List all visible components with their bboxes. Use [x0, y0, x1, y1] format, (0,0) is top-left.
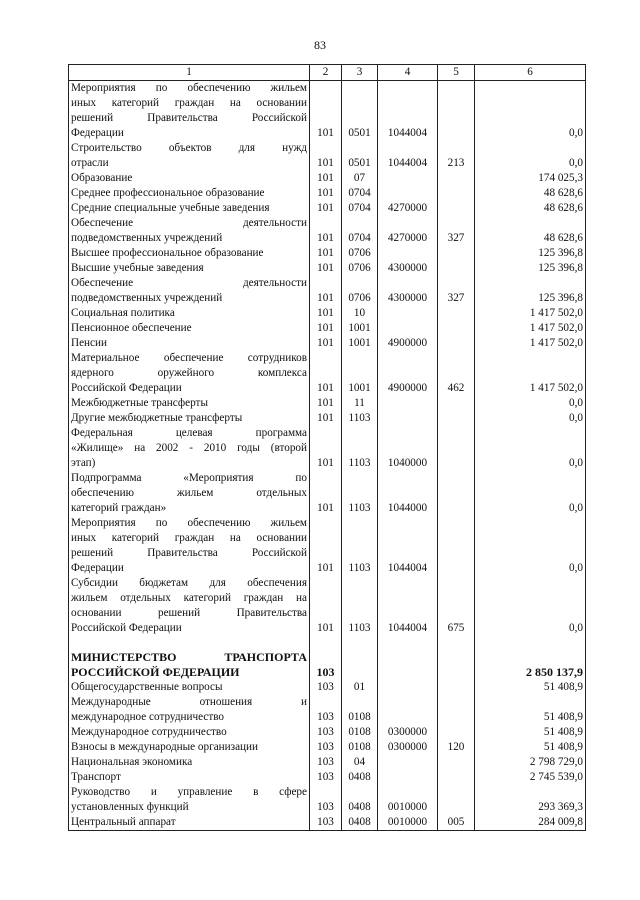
ministry-code-cell: 101: [310, 141, 342, 171]
section-code-cell: 10: [342, 306, 378, 321]
amount-cell: 0,0: [475, 411, 586, 426]
item-name-line: основании решений Правительства: [71, 607, 307, 619]
table-row: [69, 306, 586, 321]
amount-cell: 174 025,3: [475, 171, 586, 186]
item-name-line: Высшее профессиональное образование: [71, 247, 264, 259]
item-name-line: Федерации: [71, 127, 124, 139]
page-number: 83: [314, 38, 326, 52]
section-code-cell: 04: [342, 755, 378, 770]
section-code-cell: 1001: [342, 336, 378, 351]
amount-cell: 0,0: [475, 426, 586, 471]
table-row: [69, 680, 586, 695]
table-row: [69, 336, 586, 351]
budget-table: [68, 64, 586, 831]
ministry-code-cell: 101: [310, 516, 342, 576]
target-item-cell: [378, 171, 438, 186]
empty-cell: [475, 636, 586, 650]
item-name-line: Пенсии: [71, 337, 107, 349]
expense-type-cell: [438, 411, 475, 426]
ministry-code-cell: 101: [310, 426, 342, 471]
item-name-cell: [69, 770, 310, 785]
ministry-code-cell: 101: [310, 171, 342, 186]
item-name-line: иных категорий граждан на основании: [71, 97, 307, 109]
target-item-cell: 4300000: [378, 261, 438, 276]
item-name-line: Высшие учебные заведения: [71, 262, 204, 274]
table-row: [69, 770, 586, 785]
table-row: [69, 396, 586, 411]
target-item-cell: [378, 680, 438, 695]
expense-type-cell: [438, 785, 475, 815]
expense-type-cell: [438, 186, 475, 201]
empty-cell: [69, 636, 310, 650]
ministry-code-cell: 103: [310, 785, 342, 815]
ministry-code-cell: 101: [310, 336, 342, 351]
expense-type-cell: 327: [438, 276, 475, 306]
item-name-cell: [69, 186, 310, 201]
section-code-cell: 0501: [342, 81, 378, 142]
amount-cell: 0,0: [475, 576, 586, 636]
ministry-code-cell: 101: [310, 276, 342, 306]
table-row: [69, 141, 586, 171]
item-name-line: «Жилище» на 2002 - 2010 годы (второй: [71, 442, 307, 454]
header-cell: 1: [69, 65, 310, 81]
item-name-line: Взносы в международные организации: [71, 741, 258, 753]
item-name-cell: [69, 755, 310, 770]
target-item-cell: [378, 246, 438, 261]
amount-cell: 51 408,9: [475, 680, 586, 695]
ministry-code-cell: 101: [310, 216, 342, 246]
item-name-cell: [69, 576, 310, 636]
expense-type-cell: [438, 680, 475, 695]
item-name-line: Международные отношения и: [71, 696, 307, 708]
item-name-cell: [69, 261, 310, 276]
ministry-code-cell: 103: [310, 680, 342, 695]
amount-cell: 48 628,6: [475, 201, 586, 216]
item-name-line: установленных функций: [71, 801, 189, 813]
section-code-cell: 0108: [342, 740, 378, 755]
section-code-cell: 0706: [342, 261, 378, 276]
item-name-cell: [69, 351, 310, 396]
ministry-code-cell: 103: [310, 740, 342, 755]
expense-type-cell: [438, 650, 475, 680]
target-item-cell: 1044004: [378, 141, 438, 171]
expense-type-cell: [438, 770, 475, 785]
table-row: [69, 755, 586, 770]
expense-type-cell: [438, 516, 475, 576]
ministry-code-cell: 101: [310, 351, 342, 396]
ministry-code-cell: 101: [310, 81, 342, 142]
section-code-cell: 0706: [342, 246, 378, 261]
table-row: [69, 576, 586, 636]
target-item-cell: 4270000: [378, 216, 438, 246]
section-code-cell: 0408: [342, 815, 378, 831]
table-row: [69, 695, 586, 725]
item-name-line: этап): [71, 457, 96, 469]
empty-cell: [438, 636, 475, 650]
table-row: [69, 81, 586, 142]
expense-type-cell: 675: [438, 576, 475, 636]
item-name-line: Материальное обеспечение сотрудников: [71, 352, 307, 364]
table-row: [69, 725, 586, 740]
amount-cell: 51 408,9: [475, 740, 586, 755]
ministry-code-cell: 101: [310, 261, 342, 276]
item-name-line: Среднее профессиональное образование: [71, 187, 265, 199]
item-name-cell: [69, 201, 310, 216]
amount-cell: 125 396,8: [475, 276, 586, 306]
table-row: [69, 186, 586, 201]
amount-cell: 1 417 502,0: [475, 336, 586, 351]
section-code-cell: 01: [342, 680, 378, 695]
empty-cell: [342, 636, 378, 650]
item-name-cell: [69, 81, 310, 142]
item-name-line: Мероприятия по обеспечению жильем: [71, 82, 307, 94]
section-code-cell: 0704: [342, 201, 378, 216]
target-item-cell: [378, 186, 438, 201]
table-row: [69, 815, 586, 831]
expense-type-cell: [438, 396, 475, 411]
item-name-line: подведомственных учреждений: [71, 292, 223, 304]
target-item-cell: 0300000: [378, 740, 438, 755]
amount-cell: 2 745 539,0: [475, 770, 586, 785]
expense-type-cell: [438, 725, 475, 740]
amount-cell: 0,0: [475, 396, 586, 411]
section-code-cell: 0108: [342, 695, 378, 725]
expense-type-cell: 462: [438, 351, 475, 396]
item-name-cell: [69, 650, 310, 680]
ministry-code-cell: 101: [310, 396, 342, 411]
item-name-cell: [69, 306, 310, 321]
table-row: [69, 516, 586, 576]
section-code-cell: 1103: [342, 411, 378, 426]
item-name-line: Обеспечение деятельности: [71, 277, 307, 289]
item-name-line: Транспорт: [71, 771, 121, 783]
expense-type-cell: [438, 171, 475, 186]
ministry-code-cell: 103: [310, 650, 342, 680]
item-name-cell: [69, 321, 310, 336]
amount-cell: 284 009,8: [475, 815, 586, 831]
item-name-cell: [69, 680, 310, 695]
item-name-line: ядерного оружейного комплекса: [71, 367, 307, 379]
amount-cell: 125 396,8: [475, 261, 586, 276]
item-name-line: Общегосударственные вопросы: [71, 681, 223, 693]
item-name-cell: [69, 216, 310, 246]
table-row: [69, 201, 586, 216]
header-cell: 5: [438, 65, 475, 81]
section-code-cell: 0108: [342, 725, 378, 740]
header-cell: 3: [342, 65, 378, 81]
item-name-line: Субсидии бюджетам для обеспечения: [71, 577, 307, 589]
target-item-cell: 0300000: [378, 725, 438, 740]
ministry-code-cell: 101: [310, 411, 342, 426]
item-name-cell: [69, 411, 310, 426]
item-name-line: обеспечению жильем отдельных: [71, 487, 307, 499]
ministry-code-cell: 101: [310, 201, 342, 216]
item-name-cell: [69, 785, 310, 815]
item-name-line: Другие межбюджетные трансферты: [71, 412, 243, 424]
table-row: [69, 785, 586, 815]
section-code-cell: 0704: [342, 216, 378, 246]
expense-type-cell: 327: [438, 216, 475, 246]
amount-cell: 125 396,8: [475, 246, 586, 261]
item-name-line: Мероприятия по обеспечению жильем: [71, 517, 307, 529]
item-name-line: жильем отдельных категорий граждан на: [71, 592, 307, 604]
section-code-cell: 1103: [342, 576, 378, 636]
section-code-cell: 0408: [342, 770, 378, 785]
section-code-cell: 0706: [342, 276, 378, 306]
expense-type-cell: [438, 246, 475, 261]
item-name-cell: [69, 695, 310, 725]
table-row: [69, 261, 586, 276]
item-name-line: Строительство объектов для нужд: [71, 142, 307, 154]
expense-type-cell: [438, 261, 475, 276]
ministry-code-cell: 101: [310, 246, 342, 261]
table-row: [69, 426, 586, 471]
target-item-cell: 0010000: [378, 815, 438, 831]
target-item-cell: [378, 770, 438, 785]
expense-type-cell: [438, 201, 475, 216]
table-row: [69, 246, 586, 261]
ministry-code-cell: 103: [310, 725, 342, 740]
item-name-cell: [69, 740, 310, 755]
amount-cell: 0,0: [475, 516, 586, 576]
amount-cell: 293 369,3: [475, 785, 586, 815]
target-item-cell: 1044004: [378, 516, 438, 576]
section-code-cell: 1103: [342, 471, 378, 516]
amount-cell: 0,0: [475, 471, 586, 516]
ministry-code-cell: 103: [310, 815, 342, 831]
target-item-cell: 4300000: [378, 276, 438, 306]
expense-type-cell: [438, 426, 475, 471]
amount-cell: 0,0: [475, 81, 586, 142]
section-code-cell: 0408: [342, 785, 378, 815]
target-item-cell: 4270000: [378, 201, 438, 216]
section-code-cell: 0704: [342, 186, 378, 201]
empty-cell: [378, 636, 438, 650]
target-item-cell: 1044000: [378, 471, 438, 516]
section-code-cell: 1103: [342, 426, 378, 471]
ministry-code-cell: 101: [310, 321, 342, 336]
header-cell: 4: [378, 65, 438, 81]
item-name-cell: [69, 426, 310, 471]
item-name-cell: [69, 276, 310, 306]
amount-cell: 2 850 137,9: [475, 650, 586, 680]
ministry-code-cell: 101: [310, 306, 342, 321]
item-name-line: решений Правительства Российской: [71, 112, 307, 124]
section-code-cell: 1103: [342, 516, 378, 576]
section-code-cell: 07: [342, 171, 378, 186]
header-cell: 2: [310, 65, 342, 81]
item-name-line: РОССИЙСКОЙ ФЕДЕРАЦИИ: [71, 665, 240, 679]
section-code-cell: [342, 650, 378, 680]
item-name-cell: [69, 336, 310, 351]
expense-type-cell: [438, 695, 475, 725]
item-name-cell: [69, 246, 310, 261]
item-name-line: Обеспечение деятельности: [71, 217, 307, 229]
amount-cell: 1 417 502,0: [475, 306, 586, 321]
amount-cell: 48 628,6: [475, 216, 586, 246]
ministry-code-cell: 101: [310, 186, 342, 201]
item-name-cell: [69, 141, 310, 171]
table-row: [69, 276, 586, 306]
item-name-line: подведомственных учреждений: [71, 232, 223, 244]
item-name-cell: [69, 516, 310, 576]
item-name-line: отрасли: [71, 157, 109, 169]
table-row: [69, 216, 586, 246]
item-name-line: международное сотрудничество: [71, 711, 225, 723]
table-header-row: [69, 65, 586, 81]
expense-type-cell: [438, 336, 475, 351]
item-name-cell: [69, 396, 310, 411]
target-item-cell: [378, 396, 438, 411]
item-name-line: Российской Федерации: [71, 382, 182, 394]
ministry-code-cell: 101: [310, 471, 342, 516]
expense-type-cell: [438, 306, 475, 321]
item-name-line: Средние специальные учебные заведения: [71, 202, 270, 214]
item-name-line: Международное сотрудничество: [71, 726, 227, 738]
ministry-code-cell: 103: [310, 755, 342, 770]
item-name-line: Социальная политика: [71, 307, 175, 319]
amount-cell: 2 798 729,0: [475, 755, 586, 770]
item-name-line: Подпрограмма «Мероприятия по: [71, 472, 307, 484]
item-name-line: Межбюджетные трансферты: [71, 397, 208, 409]
table-row: [69, 650, 586, 680]
ministry-code-cell: 103: [310, 695, 342, 725]
expense-type-cell: [438, 755, 475, 770]
target-item-cell: [378, 695, 438, 725]
ministry-code-cell: 101: [310, 576, 342, 636]
item-name-cell: [69, 471, 310, 516]
header-cell: 6: [475, 65, 586, 81]
amount-cell: 1 417 502,0: [475, 351, 586, 396]
table-row: [69, 471, 586, 516]
expense-type-cell: 120: [438, 740, 475, 755]
table-row: [69, 351, 586, 396]
item-name-line: решений Правительства Российской: [71, 547, 307, 559]
item-name-line: Пенсионное обеспечение: [71, 322, 192, 334]
amount-cell: 0,0: [475, 141, 586, 171]
item-name-line: Образование: [71, 172, 133, 184]
item-name-line: иных категорий граждан на основании: [71, 532, 307, 544]
item-name-line: Центральный аппарат: [71, 816, 176, 828]
item-name-line: Руководство и управление в сфере: [71, 786, 307, 798]
table-row: [69, 171, 586, 186]
expense-type-cell: [438, 321, 475, 336]
target-item-cell: 4900000: [378, 351, 438, 396]
section-code-cell: 1001: [342, 351, 378, 396]
target-item-cell: 1044004: [378, 81, 438, 142]
item-name-cell: [69, 815, 310, 831]
expense-type-cell: [438, 471, 475, 516]
item-name-line: Национальная экономика: [71, 756, 193, 768]
item-name-cell: [69, 725, 310, 740]
section-code-cell: 11: [342, 396, 378, 411]
target-item-cell: 1040000: [378, 426, 438, 471]
item-name-line: Федерации: [71, 562, 124, 574]
spacer-row: [69, 636, 586, 650]
target-item-cell: [378, 306, 438, 321]
ministry-code-cell: 103: [310, 770, 342, 785]
amount-cell: 51 408,9: [475, 695, 586, 725]
item-name-line: категорий граждан»: [71, 502, 167, 514]
table-row: [69, 411, 586, 426]
target-item-cell: 4900000: [378, 336, 438, 351]
expense-type-cell: 005: [438, 815, 475, 831]
amount-cell: 48 628,6: [475, 186, 586, 201]
target-item-cell: [378, 755, 438, 770]
target-item-cell: [378, 321, 438, 336]
table-row: [69, 321, 586, 336]
amount-cell: 1 417 502,0: [475, 321, 586, 336]
item-name-cell: [69, 171, 310, 186]
item-name-line: МИНИСТЕРСТВО ТРАНСПОРТА: [71, 650, 307, 664]
amount-cell: 51 408,9: [475, 725, 586, 740]
expense-type-cell: [438, 81, 475, 142]
target-item-cell: [378, 411, 438, 426]
empty-cell: [310, 636, 342, 650]
item-name-line: Российской Федерации: [71, 622, 182, 634]
section-code-cell: 0501: [342, 141, 378, 171]
target-item-cell: [378, 650, 438, 680]
expense-type-cell: 213: [438, 141, 475, 171]
target-item-cell: 0010000: [378, 785, 438, 815]
item-name-line: Федеральная целевая программа: [71, 427, 307, 439]
table-row: [69, 740, 586, 755]
target-item-cell: 1044004: [378, 576, 438, 636]
section-code-cell: 1001: [342, 321, 378, 336]
